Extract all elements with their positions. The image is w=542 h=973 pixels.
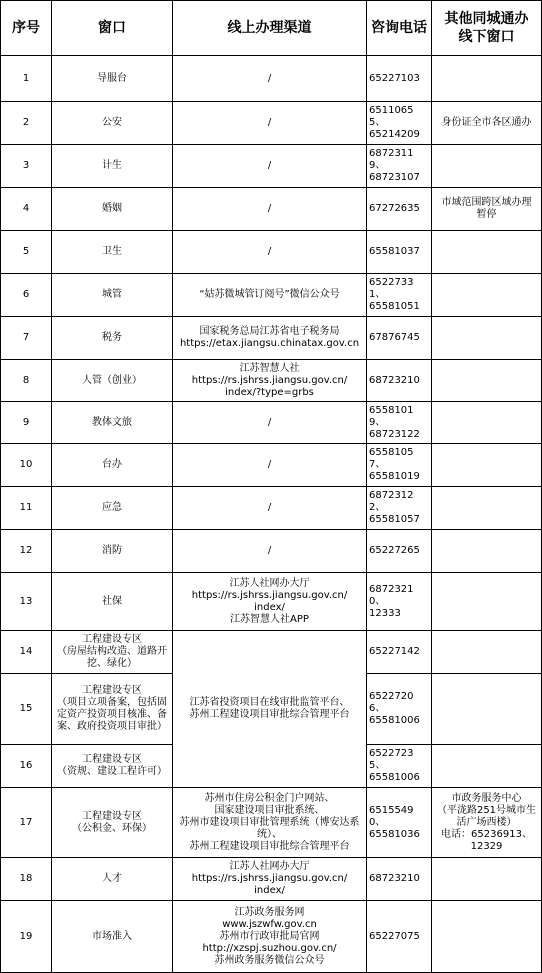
row-phone-line: 65227265 [369,545,420,556]
row-window-line: （公积金、环保） [72,822,152,834]
row-other [432,231,542,274]
row-phone-line: 68723122、 [369,490,414,513]
header-row [1,1,542,56]
row-window-line: 人管（创业） [82,374,142,386]
row-phone-line: 65581019 [369,471,420,482]
row-phone-line: 68723119、 [369,148,414,171]
row-window-line: 计生 [102,160,122,171]
header-seq: 序号 [1,1,52,56]
row-seq: 8 [1,360,52,402]
row-phone [367,858,432,901]
row-window-line: 教体文旅 [92,416,132,428]
row-online-line: / [267,459,272,470]
row-window-line: 消防 [102,545,122,556]
table-row [1,402,542,444]
row-seq: 10 [1,444,52,487]
row-window [52,631,173,674]
row-online [173,487,367,530]
row-phone [367,745,432,788]
row-window-line: （项目立项备案，包括固 [57,697,167,708]
row-window-line: 台办 [102,459,122,470]
row-window [52,231,173,274]
row-other [432,788,542,858]
row-phone [367,145,432,188]
row-phone [367,102,432,145]
row-online-line: 国家税务总局江苏省电子税务局 [199,326,340,337]
row-seq: 17 [1,788,52,858]
row-phone-line: 68723122 [369,428,420,440]
row-other [432,317,542,360]
row-window [52,901,173,973]
row-online-line: https://rs.jshrss.jiangsu.gov.cn/ [191,374,348,386]
row-phone [367,631,432,674]
row-other [432,56,542,102]
row-online-line: 国家建设项目审批系统、 [214,804,325,816]
row-window [52,444,173,487]
row-phone [367,573,432,631]
row-window [52,530,173,573]
row-window [52,788,173,858]
row-window [52,674,173,745]
row-phone-line: 65581057 [369,514,420,525]
row-phone [367,402,432,444]
row-phone-line: 68723107 [369,172,420,183]
row-online-line: “姑苏微城管订阅号”微信公众号 [199,289,340,300]
row-online [173,788,367,858]
row-online-merged-line: 苏州工程建设项目审批综合管理平台 [189,709,350,720]
row-window [52,858,173,901]
table-row [1,102,542,145]
row-other [432,487,542,530]
row-phone [367,674,432,745]
row-phone [367,317,432,360]
table-row [1,487,542,530]
row-window [52,573,173,631]
header-online: 线上办理渠道 [173,1,367,56]
row-phone-line: 67876745 [369,332,420,343]
table-row [1,317,542,360]
row-seq: 5 [1,231,52,274]
row-phone-line: 65227235、 [369,748,414,771]
row-phone-line: 65227206、 [369,691,414,714]
row-other-line: 电话：65236913、 [441,828,532,840]
row-window [52,360,173,402]
row-seq: 3 [1,145,52,188]
row-other [432,102,542,145]
row-window-line: （房屋结构改造、道路开 [57,646,167,657]
row-seq: 6 [1,274,52,317]
row-phone [367,788,432,858]
row-online [173,56,367,102]
row-online [173,231,367,274]
row-other [432,901,542,973]
row-online-line: 统）、 [257,828,282,840]
row-seq: 14 [1,631,52,674]
row-online-line: / [267,117,272,128]
table-row [1,444,542,487]
row-phone-line: 65581019、 [369,404,414,428]
row-phone [367,231,432,274]
row-online-line: index/ [254,885,285,896]
header-window: 窗口 [52,1,173,56]
row-seq: 12 [1,530,52,573]
row-online [173,530,367,573]
table-row [1,901,542,973]
row-seq: 15 [1,674,52,745]
row-online-line: 苏州市行政审批局官网 [219,930,320,942]
row-online [173,317,367,360]
table-row [1,56,542,102]
row-seq: 2 [1,102,52,145]
row-phone-line: 65581036 [369,828,420,840]
row-online-line: index/?type=grbs [225,386,314,398]
row-phone-line: 65581006 [369,715,420,726]
row-online [173,858,367,901]
table-row [1,145,542,188]
row-online-line: https://etax.jiangsu.chinatax.gov.cn [179,338,360,349]
row-phone-line: 65581006 [369,772,420,783]
row-online-line: http://xzspj.suzhou.gov.cn/ [202,942,337,954]
row-other [432,360,542,402]
row-online-line: index/ [254,601,285,613]
row-window-line: 人才 [102,873,122,884]
row-phone-line: 65227103 [369,72,420,84]
table-row [1,231,542,274]
row-seq: 13 [1,573,52,631]
header-other: 其他同城通办线下窗口 [432,1,542,56]
row-window-line: 公安 [102,117,122,128]
row-window-line: 工程建设专区 [82,810,142,822]
row-window-line: 市场准入 [92,930,132,942]
row-other [432,274,542,317]
row-window [52,145,173,188]
row-other-line: 市政务服务中心 [451,792,522,804]
row-online-line: / [267,416,272,428]
row-phone-line: 12333 [369,607,401,619]
row-phone-line: 65227142 [369,646,420,657]
row-other [432,530,542,573]
row-online-line: / [267,160,272,171]
row-online-line: / [267,545,272,556]
table-row [1,530,542,573]
row-window-line: （资规、建设工程许可） [57,766,167,777]
row-window [52,102,173,145]
row-online [173,102,367,145]
row-phone [367,360,432,402]
row-phone [367,444,432,487]
row-online-line: www.jszwfw.gov.cn [222,918,317,930]
row-window-line: 工程建设专区 [82,754,142,765]
row-seq: 18 [1,858,52,901]
row-other-line: 市域范围跨区域办理 [441,197,532,208]
row-other [432,188,542,231]
row-seq: 9 [1,402,52,444]
row-online-line: 江苏政务服务网 [234,906,305,918]
row-seq: 4 [1,188,52,231]
row-window-line: 挖、绿化） [87,658,137,669]
row-online [173,145,367,188]
row-phone-line: 65227075 [369,930,420,942]
row-phone-line: 65581057、 [369,447,414,470]
row-window-line: 定资产投资项目核准、备 [57,709,167,720]
row-other [432,444,542,487]
row-online [173,901,367,973]
row-online [173,360,367,402]
row-seq: 1 [1,56,52,102]
row-phone-line: 67272635 [369,203,420,214]
row-window-line: 婚姻 [102,203,122,214]
row-window-line: 工程建设专区 [82,685,142,696]
row-phone-line: 65155490、 [369,804,414,828]
row-phone [367,901,432,973]
header-phone: 咨询电话 [367,1,432,56]
row-phone [367,188,432,231]
row-online-line: / [267,502,272,513]
table-row [1,858,542,901]
row-window [52,745,173,788]
row-online-line: 江苏智慧人社APP [230,613,309,625]
row-window-line: 税务 [102,332,122,343]
row-phone-line: 68723210 [369,873,420,884]
table-row [1,274,542,317]
row-window [52,274,173,317]
table-row [1,631,542,674]
row-window [52,317,173,360]
row-phone [367,487,432,530]
row-online-line: 江苏人社网办大厅 [229,577,310,589]
row-window [52,487,173,530]
row-online [173,444,367,487]
table-row [1,788,542,858]
row-other-line: 活广场西楼） [456,816,517,828]
row-phone-line: 68723210 [369,374,420,386]
row-online-line: 苏州市住房公积金门户网站、 [204,792,335,804]
row-online-line: / [267,246,272,257]
row-online [173,188,367,231]
row-online-merged-line: 江苏省投资项目在线审批监管平台、 [189,697,350,708]
row-window-line: 应急 [102,502,122,513]
row-other [432,674,542,745]
row-phone-line: 68723210、 [369,583,414,607]
row-other [432,745,542,788]
row-window [52,188,173,231]
row-other-line: 身份证全市各区通办 [441,117,532,128]
row-seq: 7 [1,317,52,360]
row-online-line: 苏州工程建设项目审批综合管理平台 [189,840,350,852]
row-window [52,56,173,102]
row-other [432,631,542,674]
row-online-merged [173,631,367,788]
row-other [432,858,542,901]
row-other [432,573,542,631]
row-phone-line: 65581037 [369,246,420,257]
row-online-line: 江苏智慧人社 [239,362,300,374]
row-other-line: 12329 [470,840,503,852]
row-phone-line: 65110655、 [369,105,414,128]
row-online-line: 苏州市建设项目审批管理系统（博安达系 [179,816,360,828]
row-online [173,402,367,444]
row-phone-line: 65581051 [369,301,420,312]
row-window-line: 案、政府投资项目审批） [57,721,167,732]
row-online-line: / [267,72,272,84]
row-window-line: 工程建设专区 [82,634,142,645]
row-window-line: 导服台 [97,72,127,84]
table-row [1,188,542,231]
row-online-line: https://rs.jshrss.jiangsu.gov.cn/ [191,873,348,884]
row-phone [367,530,432,573]
row-seq: 16 [1,745,52,788]
row-other-line: （平泷路251号城市生 [436,804,537,816]
row-phone-line: 65214209 [369,129,420,140]
row-window [52,402,173,444]
row-other [432,402,542,444]
row-online-line: 苏州政务服务微信公众号 [214,954,325,966]
row-other [432,145,542,188]
row-other-line: 暂停 [476,209,497,220]
row-online [173,274,367,317]
row-online-line: / [267,203,272,214]
row-window-line: 城管 [102,289,122,300]
row-phone [367,274,432,317]
row-seq: 11 [1,487,52,530]
row-phone-line: 65227331、 [369,277,414,300]
row-online-line: https://rs.jshrss.jiangsu.gov.cn/ [191,589,348,601]
row-seq: 19 [1,901,52,973]
row-window-line: 社保 [102,595,122,607]
row-phone [367,56,432,102]
row-online [173,573,367,631]
table-row [1,573,542,631]
table-row [1,360,542,402]
row-window-line: 卫生 [102,246,122,257]
row-online-line: 江苏人社网办大厅 [229,861,310,872]
